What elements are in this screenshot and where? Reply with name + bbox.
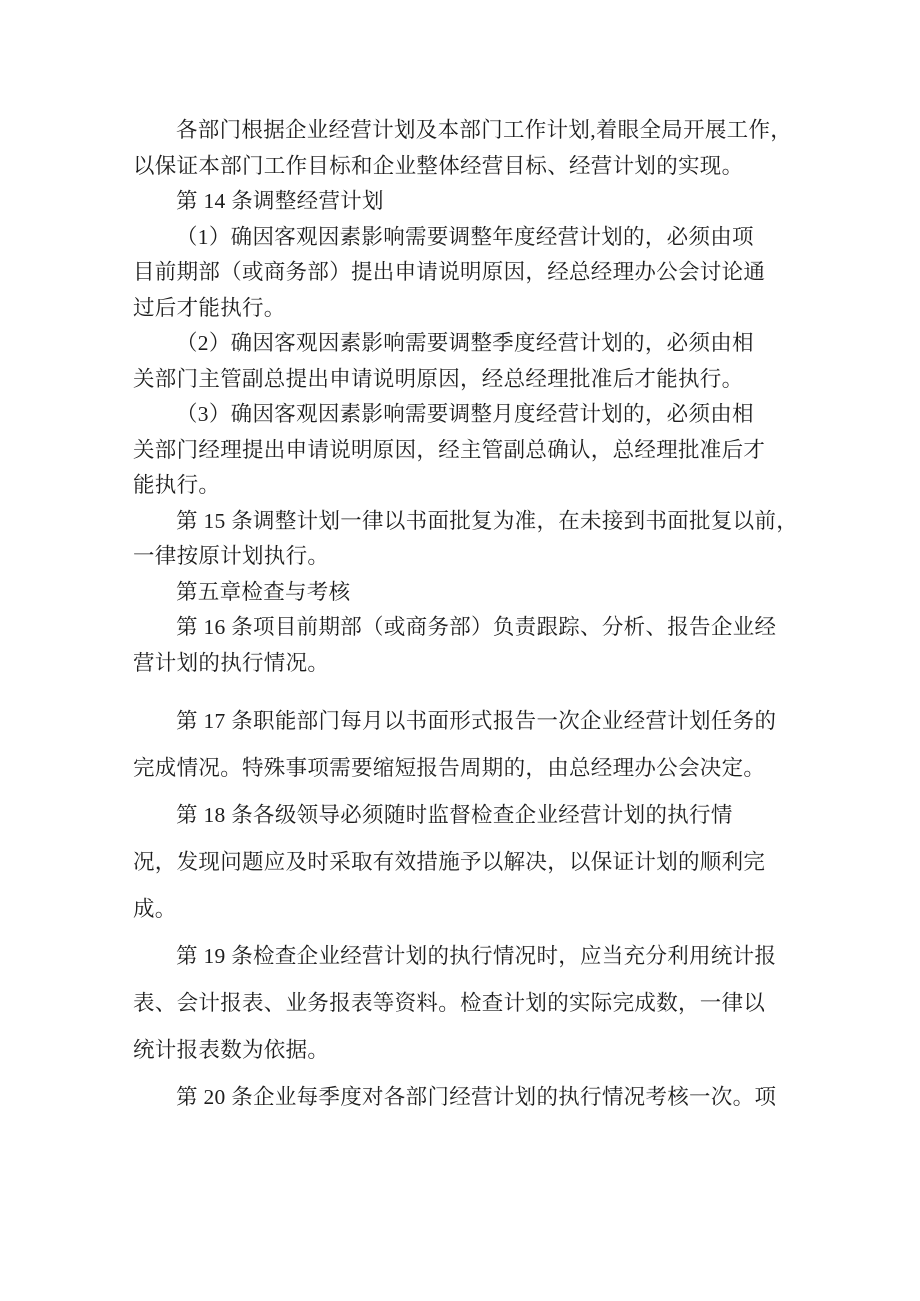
- text-line: 第 19 条检查企业经营计划的执行情况时，应当充分利用统计报: [176, 944, 777, 968]
- text-line: 第 15 条调整计划一律以书面批复为准，在未接到书面批复以前，: [176, 508, 799, 533]
- paragraph-article-19: [133, 933, 833, 1074]
- text-line: 各部门根据企业经营计划及本部门工作计划,着眼全局开展工作，: [176, 118, 793, 142]
- text-line: 目前期部（或商务部）提出申请说明原因，经总经理办公会讨论通: [133, 260, 766, 284]
- text-line: 完成情况。特殊事项需要缩短报告周期的，由总经理办公会决定。: [133, 756, 766, 780]
- text-line: 过后才能执行。: [133, 295, 286, 320]
- paragraph-article-14-heading: [133, 184, 833, 220]
- paragraph-clause-1: [133, 220, 833, 327]
- paragraph-clause-3: [133, 397, 833, 504]
- text-line: 以保证本部门工作目标和企业整体经营目标、经营计划的实现。: [133, 153, 744, 178]
- paragraph-article-15: [133, 504, 833, 575]
- text-section-wide-spacing: [133, 698, 833, 1121]
- text-line: 第 16 条项目前期部（或商务部）负责跟踪、分析、报告企业经: [176, 615, 777, 639]
- text-line: （3）确因客观因素影响需要调整月度经营计划的，必须由相: [176, 402, 754, 426]
- paragraph-chapter-5-heading: [133, 575, 833, 611]
- paragraph-article-17: [133, 698, 833, 792]
- paragraph: [133, 113, 833, 184]
- text-line: 营计划的执行情况。: [133, 650, 330, 675]
- text-line: （2）确因客观因素影响需要调整季度经营计划的，必须由相: [176, 331, 754, 355]
- text-line: 一律按原计划执行。: [133, 544, 330, 568]
- text-line: 关部门主管副总提出申请说明原因，经总经理批准后才能执行。: [133, 366, 744, 391]
- text-line: 第五章检查与考核: [176, 579, 351, 604]
- text-line: 第 20 条企业每季度对各部门经营计划的执行情况考核一次。项: [176, 1085, 777, 1109]
- paragraph-article-16: [133, 610, 833, 681]
- text-line: 第 17 条职能部门每月以书面形式报告一次企业经营计划任务的: [176, 709, 777, 733]
- paragraph-clause-2: [133, 326, 833, 397]
- text-line: 表、会计报表、业务报表等资料。检查计划的实际完成数，一律以: [133, 991, 766, 1015]
- page-text-block: [133, 113, 833, 1121]
- text-line: 第 14 条调整经营计划: [176, 189, 384, 213]
- text-line: 况，发现问题应及时采取有效措施予以解决，以保证计划的顺利完: [133, 850, 766, 874]
- text-line: 关部门经理提出申请说明原因，经主管副总确认，总经理批准后才: [133, 437, 766, 462]
- paragraph-article-18: [133, 792, 833, 933]
- text-line: 第 18 条各级领导必须随时监督检查企业经营计划的执行情: [176, 803, 733, 827]
- text-line: （1）确因客观因素影响需要调整年度经营计划的，必须由项: [176, 224, 754, 249]
- text-line: 能执行。: [133, 473, 221, 497]
- text-line: 成。: [133, 897, 177, 921]
- text-line: 统计报表数为依据。: [133, 1038, 330, 1062]
- paragraph-article-20: [133, 1074, 833, 1121]
- text-section-normal-spacing: [133, 113, 833, 681]
